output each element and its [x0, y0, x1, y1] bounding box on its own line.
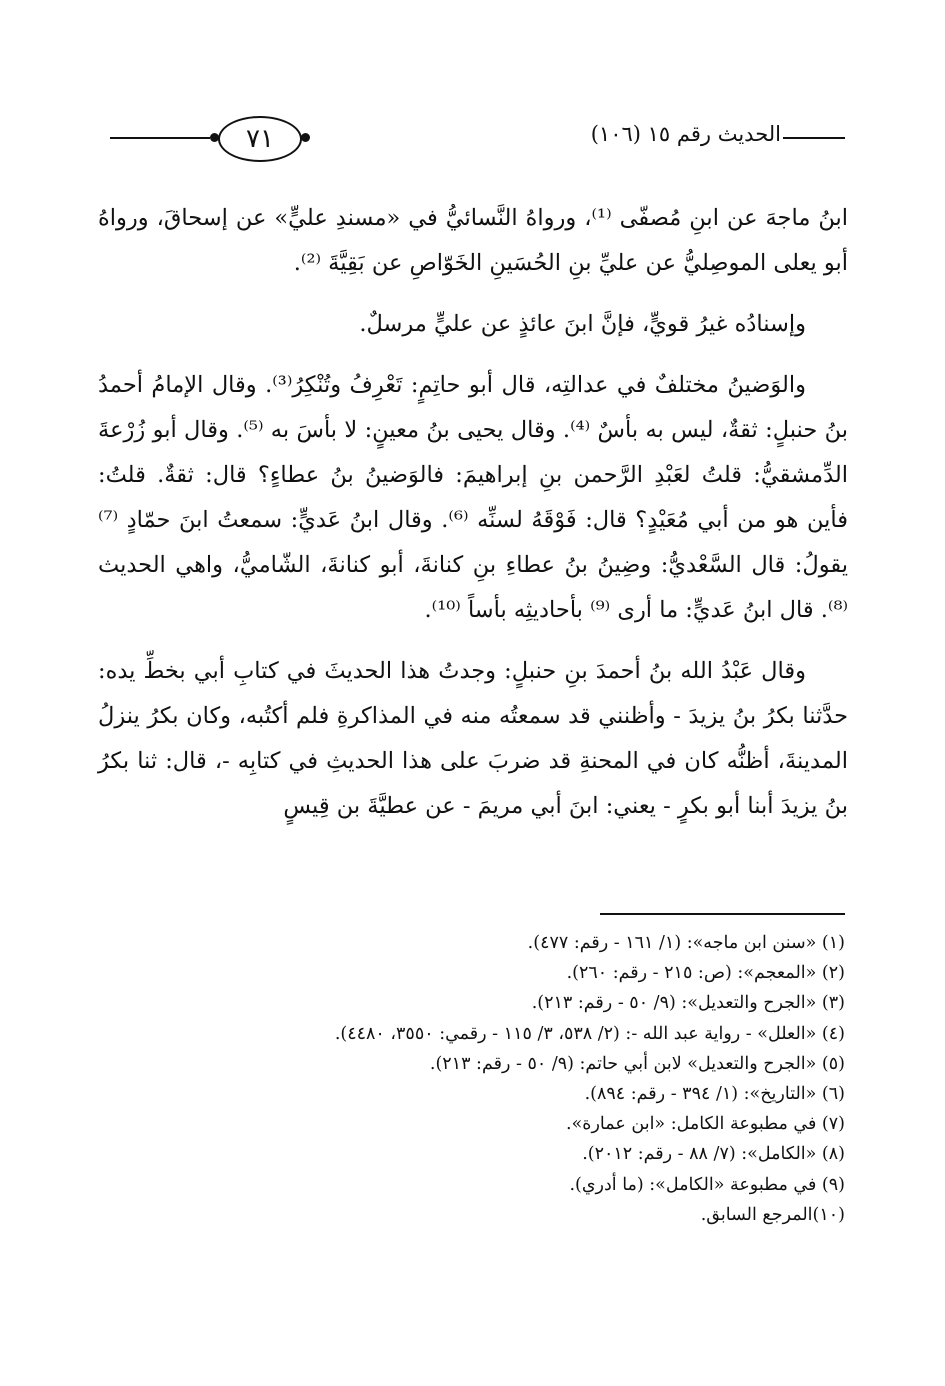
page-number: ٧١ [218, 116, 302, 162]
footnote-2: (٢) «المعجم»: (ص: ٢١٥ - رقم: ٢٦٠). [566, 963, 845, 984]
footnote-5: (٥) «الجرح والتعديل» لابن أبي حاتم: (٩/ ٥٠ - رقم: ٢١٣). [429, 1053, 845, 1074]
footnote-1: (١) «سنن ابن ماجه»: (١/ ١٦١ - رقم: ٤٧٧). [527, 933, 845, 953]
footnote-separator [600, 913, 845, 915]
footnote-10: (١٠)المرجع السابق. [700, 1204, 845, 1225]
footnote-6: (٦) «التاريخ»: (١/ ٣٩٤ - رقم: ٨٩٤). [584, 1084, 845, 1105]
running-title: الحديث رقم ١٥ (١٠٦) [590, 122, 781, 146]
footnote-7: (٧) في مطبوعة الكامل: «ابن عمارة». [566, 1114, 845, 1135]
footnote-4: (٤) «العلل» - رواية عبد الله -: (٢/ ٥٣٨، ٣/ ١١٥ - رقمي: ٣٥٥٠، ٤٤٨٠). [334, 1023, 845, 1044]
footnote-9: (٩) في مطبوعة «الكامل»: (ما أدري). [569, 1174, 845, 1195]
paragraph-2: وإسنادُه غيرُ قويٍّ، فإنَّ ابنَ عائذٍ عن عليٍّ مرسلٌ. [359, 311, 806, 337]
paragraph-1: ابنُ ماجهَ عن ابنِ مُصفّى ⁽¹⁾، ورواهُ النَّسائيُّ في «مسندِ عليٍّ» عن إسحاقَ، ورواهُ أبو يعلى الموصِليُّ عن عليِّ بنِ الحُسَينِ الخَوّاصِ عن بَقِيَّةَ ⁽²⁾. [98, 205, 849, 276]
paragraph-3: والوَضينُ مختلفٌ في عدالتِه، قال أبو حاتِمٍ: تَعْرِفُ وتُنْكِرُ⁽³⁾. وقال الإمامُ أحمدُ بنُ حنبلٍ: ثقةٌ، ليس به بأسٌ ⁽⁴⁾. وقال يحيى بنُ معينٍ: لا بأسَ به ⁽⁵⁾. وقال أبو زُرْعةَ الدِّمشقيُّ: قلتُ لعَبْدِ الرَّحمن بنِ إبراهيمَ: فالوَضينُ بنُ عطاءٍ؟ قال: ثقةٌ. قلتُ: فأين هو من أبي مُعَيْدٍ؟ قال: فَوْقَهُ لسنِّه ⁽⁶⁾. وقال ابنُ عَديٍّ: سمعتُ ابنَ حمّادٍ ⁽⁷⁾ يقولُ: قال السَّعْديُّ: وضِينُ بنُ عطاءِ بنِ كنانةَ، أبو كنانةَ، الشّاميُّ، واهي الحديث ⁽⁸⁾. قال ابنُ عَديٍّ: ما أرى ⁽⁹⁾ بأحاديثِه بأساً ⁽¹⁰⁾. [98, 372, 848, 623]
main-text [98, 196, 848, 845]
page-header [110, 112, 845, 162]
footnotes-list [145, 928, 845, 1230]
footnote-8: (٨) «الكامل»: (٧/ ٨٨ - رقم: ٢٠١٢). [582, 1144, 845, 1165]
header-rule-right [783, 137, 845, 139]
paragraph-4: وقال عَبْدُ الله بنُ أحمدَ بنِ حنبلٍ: وجدتُ هذا الحديثَ في كتابِ أبي بخطِّ يده: حدَّثنا بكرُ بنُ يزيدَ - وأظنني قد سمعتُه منه في المذاكرةِ فلم أكتُبه، وكان بكرُ ينزلُ المدينةَ، أظنُّه كان في المحنةِ قد ضربَ على هذا الحديثِ في كتابِه -، قال: ثنا بكرُ بنُ يزيدَ أبنا أبو بكرٍ - يعني: ابنَ أبي مريمَ - عن عطيَّةَ بن قِيسٍ [98, 658, 848, 819]
footnote-3: (٣) «الجرح والتعديل»: (٩/ ٥٠ - رقم: ٢١٣). [531, 993, 845, 1014]
header-rule-left [110, 137, 210, 139]
header-ornament-dot-right [301, 133, 310, 142]
